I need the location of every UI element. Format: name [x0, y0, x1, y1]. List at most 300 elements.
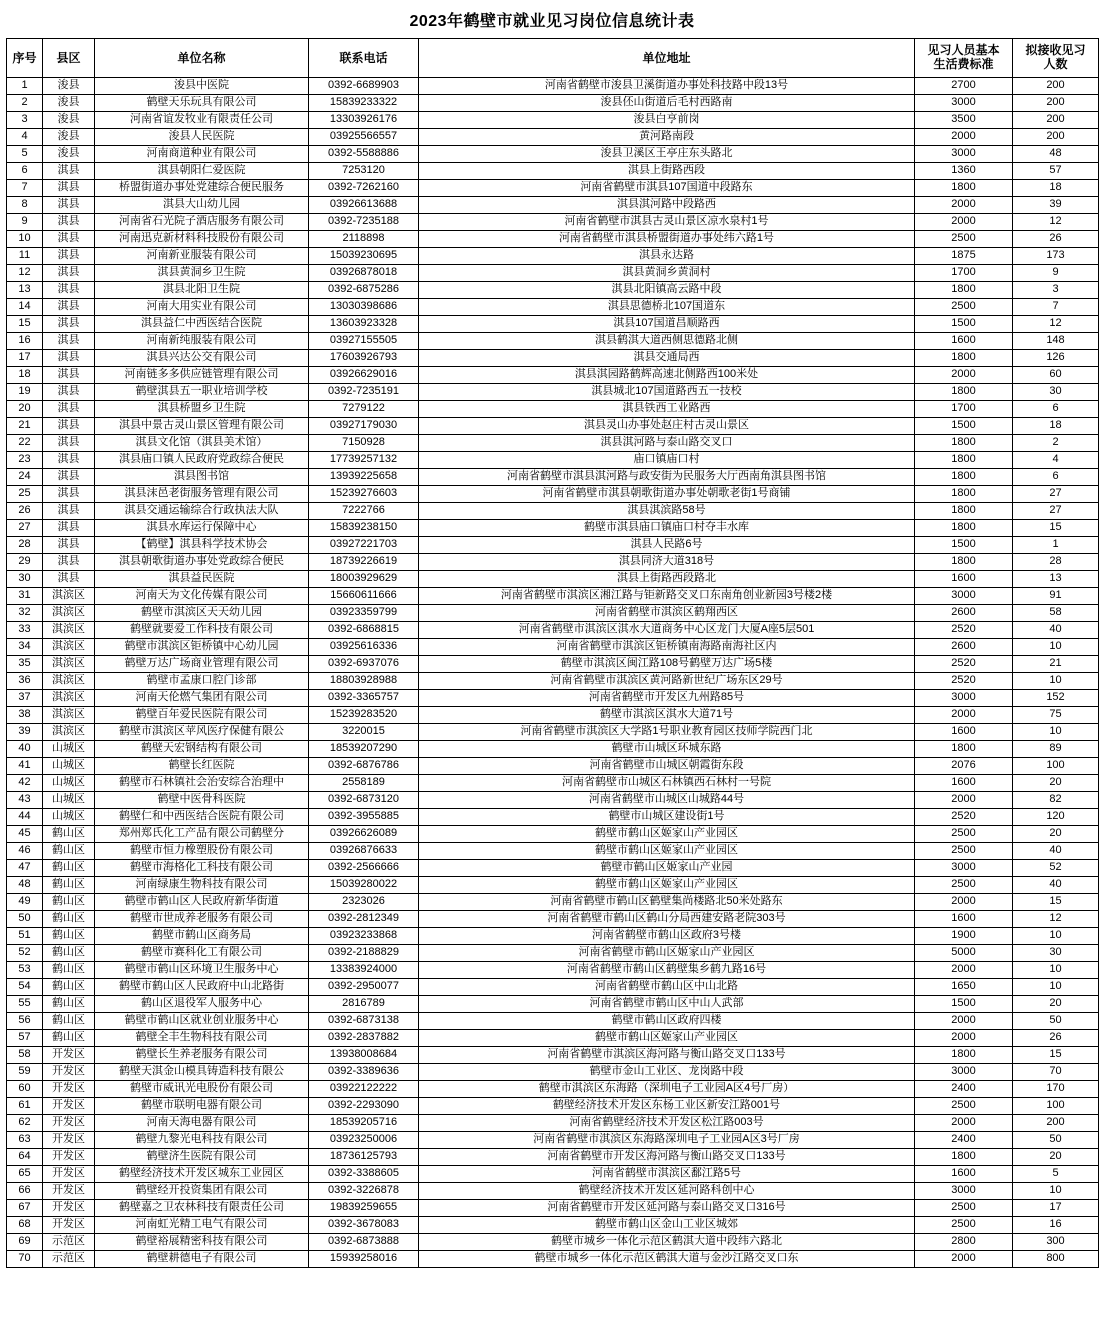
- cell-phone: 7150928: [309, 435, 419, 452]
- cell-index: 57: [7, 1030, 43, 1047]
- cell-index: 40: [7, 741, 43, 758]
- cell-count: 30: [1013, 384, 1099, 401]
- cell-allowance: 1800: [915, 1149, 1013, 1166]
- cell-phone: 0392-7262160: [309, 180, 419, 197]
- table-row: [7, 231, 1099, 248]
- cell-phone: 0392-3678083: [309, 1217, 419, 1234]
- cell-index: 70: [7, 1251, 43, 1268]
- column-header-count: [1013, 39, 1099, 78]
- cell-phone: 0392-6876786: [309, 758, 419, 775]
- cell-index: 28: [7, 537, 43, 554]
- cell-count: 10: [1013, 979, 1099, 996]
- cell-address: 河南省鹤壁市鹤山区中山北路: [419, 979, 915, 996]
- cell-count: 200: [1013, 78, 1099, 95]
- cell-district: 淇县: [43, 537, 95, 554]
- cell-allowance: 1600: [915, 724, 1013, 741]
- cell-count: 10: [1013, 724, 1099, 741]
- cell-index: 21: [7, 418, 43, 435]
- cell-unit-name: 鹤壁长生养老服务有限公司: [95, 1047, 309, 1064]
- cell-allowance: 1600: [915, 911, 1013, 928]
- allowance-header-line2: 生活费标准: [933, 57, 994, 71]
- cell-allowance: 1500: [915, 537, 1013, 554]
- cell-count: 52: [1013, 860, 1099, 877]
- cell-allowance: 2500: [915, 1200, 1013, 1217]
- cell-allowance: 2000: [915, 707, 1013, 724]
- cell-count: 50: [1013, 1132, 1099, 1149]
- cell-unit-name: 鹤壁耕德电子有限公司: [95, 1251, 309, 1268]
- cell-index: 18: [7, 367, 43, 384]
- cell-unit-name: 鹤壁市鹤山区环境卫生服务中心: [95, 962, 309, 979]
- cell-district: 淇滨区: [43, 707, 95, 724]
- cell-address: 河南省鹤壁市淇县朝歌街道办事处朝歌老街1号商铺: [419, 486, 915, 503]
- allowance-header-line1: 见习人员基本: [927, 43, 1000, 58]
- cell-index: 50: [7, 911, 43, 928]
- table-row: [7, 401, 1099, 418]
- cell-address: 鹤壁市城乡一体化示范区鹤淇大道与金沙江路交叉口东: [419, 1251, 915, 1268]
- cell-district: 淇县: [43, 163, 95, 180]
- table-row: [7, 945, 1099, 962]
- table-row: [7, 248, 1099, 265]
- table-row: [7, 1166, 1099, 1183]
- cell-unit-name: 鹤壁市海格化工科技有限公司: [95, 860, 309, 877]
- cell-unit-name: 鹤壁市鹤山区商务局: [95, 928, 309, 945]
- cell-index: 15: [7, 316, 43, 333]
- cell-index: 66: [7, 1183, 43, 1200]
- table-row: [7, 741, 1099, 758]
- cell-phone: 15239283520: [309, 707, 419, 724]
- cell-index: 34: [7, 639, 43, 656]
- cell-count: 120: [1013, 809, 1099, 826]
- cell-allowance: 1360: [915, 163, 1013, 180]
- cell-district: 开发区: [43, 1166, 95, 1183]
- cell-unit-name: 河南大用实业有限公司: [95, 299, 309, 316]
- cell-phone: 03926878018: [309, 265, 419, 282]
- cell-allowance: 1800: [915, 384, 1013, 401]
- table-row: [7, 775, 1099, 792]
- cell-index: 16: [7, 333, 43, 350]
- table-row: [7, 469, 1099, 486]
- cell-address: 淇县107国道昌顺路西: [419, 316, 915, 333]
- cell-count: 18: [1013, 418, 1099, 435]
- cell-count: 200: [1013, 1115, 1099, 1132]
- cell-address: 河南省鹤壁市鹤山区姬家山产业园区: [419, 945, 915, 962]
- cell-district: 淇县: [43, 554, 95, 571]
- cell-allowance: 1800: [915, 520, 1013, 537]
- cell-index: 59: [7, 1064, 43, 1081]
- table-row: [7, 554, 1099, 571]
- cell-district: 浚县: [43, 129, 95, 146]
- cell-unit-name: 淇县北阳卫生院: [95, 282, 309, 299]
- table-row: [7, 656, 1099, 673]
- cell-address: 河南省鹤壁市开发区海河路与衡山路交叉口133号: [419, 1149, 915, 1166]
- table-row: [7, 1064, 1099, 1081]
- cell-allowance: 1650: [915, 979, 1013, 996]
- cell-index: 49: [7, 894, 43, 911]
- cell-unit-name: 鹤壁市鹤山区人民政府新华街道: [95, 894, 309, 911]
- table-row: [7, 928, 1099, 945]
- cell-allowance: 1800: [915, 452, 1013, 469]
- cell-allowance: 2000: [915, 1013, 1013, 1030]
- table-row: [7, 265, 1099, 282]
- cell-count: 100: [1013, 1098, 1099, 1115]
- cell-district: 淇县: [43, 367, 95, 384]
- cell-count: 6: [1013, 469, 1099, 486]
- cell-index: 60: [7, 1081, 43, 1098]
- cell-unit-name: 河南绿康生物科技有限公司: [95, 877, 309, 894]
- cell-index: 58: [7, 1047, 43, 1064]
- cell-unit-name: 淇县朝歌街道办事处党政综合便民: [95, 554, 309, 571]
- cell-district: 开发区: [43, 1217, 95, 1234]
- cell-allowance: 2400: [915, 1081, 1013, 1098]
- cell-phone: 15660611666: [309, 588, 419, 605]
- cell-unit-name: 河南省谊发牧业有限责任公司: [95, 112, 309, 129]
- cell-unit-name: 鹤壁市淇滨区天天幼儿园: [95, 605, 309, 622]
- table-row: [7, 163, 1099, 180]
- table-body: [7, 78, 1099, 1268]
- cell-unit-name: 淇县庙口镇人民政府党政综合便民: [95, 452, 309, 469]
- cell-index: 3: [7, 112, 43, 129]
- cell-district: 鹤山区: [43, 945, 95, 962]
- cell-unit-name: 鹤壁市鹤山区人民政府中山北路街: [95, 979, 309, 996]
- cell-allowance: 2000: [915, 792, 1013, 809]
- cell-phone: 13938008684: [309, 1047, 419, 1064]
- cell-address: 淇县淇园路鹤辉高速北侧路西100米处: [419, 367, 915, 384]
- cell-address: 河南省鹤壁市鹤山区政府3号楼: [419, 928, 915, 945]
- cell-index: 43: [7, 792, 43, 809]
- cell-address: 鹤壁市山城区建设街1号: [419, 809, 915, 826]
- cell-unit-name: 河南天为文化传媒有限公司: [95, 588, 309, 605]
- cell-unit-name: 浚县中医院: [95, 78, 309, 95]
- cell-unit-name: 淇县文化馆（淇县美术馆）: [95, 435, 309, 452]
- cell-address: 河南省鹤壁市鹤山区鹤壁集尚楼路北50米处路东: [419, 894, 915, 911]
- cell-count: 39: [1013, 197, 1099, 214]
- cell-phone: 0392-6937076: [309, 656, 419, 673]
- cell-index: 48: [7, 877, 43, 894]
- cell-district: 淇滨区: [43, 656, 95, 673]
- cell-unit-name: 鹤壁裕展精密科技有限公司: [95, 1234, 309, 1251]
- cell-unit-name: 鹤壁天淇金山模具铸造科技有限公: [95, 1064, 309, 1081]
- cell-phone: 7279122: [309, 401, 419, 418]
- table-row: [7, 214, 1099, 231]
- cell-allowance: 2700: [915, 78, 1013, 95]
- cell-address: 淇县淇滨路58号: [419, 503, 915, 520]
- cell-unit-name: 鹤山区退役军人服务中心: [95, 996, 309, 1013]
- cell-allowance: 1800: [915, 350, 1013, 367]
- cell-allowance: 2400: [915, 1132, 1013, 1149]
- cell-phone: 03922122222: [309, 1081, 419, 1098]
- cell-address: 河南省鹤壁市淇滨区大学路1号职业教育园区技师学院西门北: [419, 724, 915, 741]
- cell-phone: 3220015: [309, 724, 419, 741]
- cell-allowance: 3000: [915, 146, 1013, 163]
- cell-allowance: 1800: [915, 282, 1013, 299]
- table-row: [7, 605, 1099, 622]
- cell-address: 淇县上街路西段: [419, 163, 915, 180]
- cell-unit-name: 河南迅克新材料科技股份有限公司: [95, 231, 309, 248]
- cell-district: 淇县: [43, 503, 95, 520]
- cell-phone: 0392-5588886: [309, 146, 419, 163]
- cell-unit-name: 河南商道种业有限公司: [95, 146, 309, 163]
- cell-unit-name: 淇县图书馆: [95, 469, 309, 486]
- cell-count: 200: [1013, 129, 1099, 146]
- cell-unit-name: 鹤壁嘉之卫农林科技有限责任公司: [95, 1200, 309, 1217]
- table-row: [7, 622, 1099, 639]
- table-row: [7, 282, 1099, 299]
- cell-address: 河南省鹤壁市淇滨区海河路与衡山路交叉口133号: [419, 1047, 915, 1064]
- cell-address: 淇县鹤淇大道西侧思德路北侧: [419, 333, 915, 350]
- cell-district: 淇县: [43, 401, 95, 418]
- cell-index: 55: [7, 996, 43, 1013]
- cell-allowance: 2500: [915, 843, 1013, 860]
- cell-district: 开发区: [43, 1098, 95, 1115]
- cell-count: 126: [1013, 350, 1099, 367]
- cell-address: 鹤壁市山城区环城东路: [419, 741, 915, 758]
- cell-index: 36: [7, 673, 43, 690]
- cell-district: 山城区: [43, 809, 95, 826]
- cell-district: 开发区: [43, 1064, 95, 1081]
- cell-address: 河南省鹤壁市开发区延河路与泰山路交叉口316号: [419, 1200, 915, 1217]
- cell-district: 开发区: [43, 1183, 95, 1200]
- cell-unit-name: 鹤壁就要爱工作科技有限公司: [95, 622, 309, 639]
- cell-phone: 0392-3955885: [309, 809, 419, 826]
- cell-allowance: 3000: [915, 95, 1013, 112]
- cell-district: 浚县: [43, 78, 95, 95]
- cell-count: 10: [1013, 928, 1099, 945]
- cell-phone: 2816789: [309, 996, 419, 1013]
- cell-phone: 03927179030: [309, 418, 419, 435]
- cell-address: 鹤壁市淇滨区闽江路108号鹤壁万达广场5楼: [419, 656, 915, 673]
- cell-district: 鹤山区: [43, 979, 95, 996]
- cell-phone: 0392-2812349: [309, 911, 419, 928]
- cell-phone: 0392-7235188: [309, 214, 419, 231]
- column-header-allowance: [915, 39, 1013, 78]
- cell-unit-name: 淇县水库运行保障中心: [95, 520, 309, 537]
- table-row: [7, 486, 1099, 503]
- cell-index: 41: [7, 758, 43, 775]
- cell-index: 14: [7, 299, 43, 316]
- cell-unit-name: 鹤壁九黎光电科技有限公司: [95, 1132, 309, 1149]
- cell-index: 62: [7, 1115, 43, 1132]
- cell-allowance: 1500: [915, 316, 1013, 333]
- cell-count: 30: [1013, 945, 1099, 962]
- cell-address: 河南省鹤壁市淇滨区钜桥镇南海路南海社区内: [419, 639, 915, 656]
- cell-phone: 18803928988: [309, 673, 419, 690]
- table-row: [7, 843, 1099, 860]
- cell-index: 44: [7, 809, 43, 826]
- cell-allowance: 3000: [915, 588, 1013, 605]
- cell-index: 33: [7, 622, 43, 639]
- cell-count: 20: [1013, 826, 1099, 843]
- table-row: [7, 316, 1099, 333]
- cell-allowance: 2500: [915, 299, 1013, 316]
- cell-district: 鹤山区: [43, 843, 95, 860]
- cell-address: 淇县交通局西: [419, 350, 915, 367]
- cell-address: 河南省鹤壁市淇县淇河路与政安街为民服务大厅西南角淇县图书馆: [419, 469, 915, 486]
- table-row: [7, 826, 1099, 843]
- cell-phone: 18739226619: [309, 554, 419, 571]
- table-row: [7, 792, 1099, 809]
- cell-allowance: 5000: [915, 945, 1013, 962]
- cell-phone: 18003929629: [309, 571, 419, 588]
- cell-phone: 0392-2566666: [309, 860, 419, 877]
- cell-allowance: 2600: [915, 605, 1013, 622]
- cell-district: 淇滨区: [43, 724, 95, 741]
- cell-allowance: 2600: [915, 639, 1013, 656]
- table-header: [7, 39, 1099, 78]
- internship-positions-table: [6, 38, 1099, 1268]
- cell-phone: 2558189: [309, 775, 419, 792]
- cell-address: 河南省鹤壁市淇滨区淇水大道商务中心区龙门大厦A座5层501: [419, 622, 915, 639]
- cell-allowance: 1600: [915, 571, 1013, 588]
- cell-count: 800: [1013, 1251, 1099, 1268]
- cell-allowance: 2520: [915, 622, 1013, 639]
- cell-unit-name: 鹤壁市孟康口腔门诊部: [95, 673, 309, 690]
- table-row: [7, 996, 1099, 1013]
- cell-district: 淇县: [43, 316, 95, 333]
- cell-unit-name: 鹤壁经济技术开发区城东工业园区: [95, 1166, 309, 1183]
- cell-count: 15: [1013, 894, 1099, 911]
- cell-count: 15: [1013, 520, 1099, 537]
- cell-count: 27: [1013, 503, 1099, 520]
- table-row: [7, 690, 1099, 707]
- cell-phone: 18539207290: [309, 741, 419, 758]
- cell-unit-name: 鹤壁百年爱民医院有限公司: [95, 707, 309, 724]
- page-title: 2023年鹤壁市就业见习岗位信息统计表: [409, 13, 695, 30]
- cell-address: 淇县城北107国道路西五一技校: [419, 384, 915, 401]
- cell-allowance: 1700: [915, 401, 1013, 418]
- cell-index: 1: [7, 78, 43, 95]
- cell-allowance: 2000: [915, 129, 1013, 146]
- cell-index: 65: [7, 1166, 43, 1183]
- cell-allowance: 3000: [915, 860, 1013, 877]
- cell-count: 10: [1013, 639, 1099, 656]
- cell-index: 11: [7, 248, 43, 265]
- cell-allowance: 2000: [915, 1030, 1013, 1047]
- table-row: [7, 571, 1099, 588]
- cell-address: 河南省鹤壁市开发区九州路85号: [419, 690, 915, 707]
- cell-district: 鹤山区: [43, 911, 95, 928]
- table-row: [7, 367, 1099, 384]
- cell-phone: 0392-2293090: [309, 1098, 419, 1115]
- cell-count: 48: [1013, 146, 1099, 163]
- cell-allowance: 1800: [915, 503, 1013, 520]
- cell-phone: 0392-3389636: [309, 1064, 419, 1081]
- cell-district: 鹤山区: [43, 1030, 95, 1047]
- table-row: [7, 639, 1099, 656]
- cell-count: 2: [1013, 435, 1099, 452]
- cell-allowance: 1800: [915, 1047, 1013, 1064]
- cell-address: 鹤壁经济技术开发区东杨工业区新安江路001号: [419, 1098, 915, 1115]
- table-row: [7, 1030, 1099, 1047]
- cell-index: 37: [7, 690, 43, 707]
- cell-count: 173: [1013, 248, 1099, 265]
- cell-phone: 17603926793: [309, 350, 419, 367]
- cell-unit-name: 鹤壁天宏钢结构有限公司: [95, 741, 309, 758]
- cell-unit-name: 河南虹光精工电气有限公司: [95, 1217, 309, 1234]
- cell-address: 淇县灵山办事处赵庄村古灵山景区: [419, 418, 915, 435]
- table-row: [7, 384, 1099, 401]
- cell-count: 20: [1013, 996, 1099, 1013]
- column-header-address: 单位地址: [419, 39, 915, 78]
- cell-phone: 15839233322: [309, 95, 419, 112]
- cell-index: 68: [7, 1217, 43, 1234]
- table-row: [7, 860, 1099, 877]
- cell-index: 5: [7, 146, 43, 163]
- cell-allowance: 2000: [915, 962, 1013, 979]
- cell-address: 河南省鹤壁市山城区朝霞街东段: [419, 758, 915, 775]
- cell-address: 河南省鹤壁市山城区石林镇西石林村一号院: [419, 775, 915, 792]
- cell-unit-name: 鹤壁市鹤山区就业创业服务中心: [95, 1013, 309, 1030]
- cell-phone: 0392-6873888: [309, 1234, 419, 1251]
- cell-unit-name: 鹤壁市淇滨区苹风医疗保健有限公: [95, 724, 309, 741]
- cell-phone: 7253120: [309, 163, 419, 180]
- cell-district: 淇县: [43, 469, 95, 486]
- cell-count: 3: [1013, 282, 1099, 299]
- cell-index: 27: [7, 520, 43, 537]
- cell-allowance: 2500: [915, 1217, 1013, 1234]
- table-row: [7, 1132, 1099, 1149]
- table-row: [7, 979, 1099, 996]
- cell-allowance: 1800: [915, 180, 1013, 197]
- cell-address: 鹤壁市鹤山区姬家山产业园区: [419, 877, 915, 894]
- cell-phone: 0392-2188829: [309, 945, 419, 962]
- cell-district: 山城区: [43, 792, 95, 809]
- cell-unit-name: 淇县黄洞乡卫生院: [95, 265, 309, 282]
- cell-unit-name: 鹤壁市联明电器有限公司: [95, 1098, 309, 1115]
- cell-phone: 13939225658: [309, 469, 419, 486]
- cell-count: 9: [1013, 265, 1099, 282]
- cell-district: 淇县: [43, 520, 95, 537]
- cell-index: 29: [7, 554, 43, 571]
- cell-allowance: 3000: [915, 690, 1013, 707]
- cell-count: 148: [1013, 333, 1099, 350]
- cell-unit-name: 淇县中景古灵山景区管理有限公司: [95, 418, 309, 435]
- cell-unit-name: 河南链多多供应链管理有限公司: [95, 367, 309, 384]
- cell-district: 淇县: [43, 452, 95, 469]
- cell-district: 鹤山区: [43, 877, 95, 894]
- cell-district: 淇县: [43, 282, 95, 299]
- cell-allowance: 2000: [915, 197, 1013, 214]
- cell-phone: 03925616336: [309, 639, 419, 656]
- cell-allowance: 2000: [915, 894, 1013, 911]
- cell-address: 淇县上街路西段路北: [419, 571, 915, 588]
- cell-allowance: 1800: [915, 486, 1013, 503]
- table-row: [7, 350, 1099, 367]
- cell-address: 河南省鹤壁市淇滨区鄱江路5号: [419, 1166, 915, 1183]
- cell-count: 100: [1013, 758, 1099, 775]
- cell-phone: 03927155505: [309, 333, 419, 350]
- cell-district: 淇滨区: [43, 690, 95, 707]
- cell-phone: 03927221703: [309, 537, 419, 554]
- cell-phone: 0392-6873138: [309, 1013, 419, 1030]
- cell-district: 淇县: [43, 231, 95, 248]
- cell-index: 20: [7, 401, 43, 418]
- table-row: [7, 1013, 1099, 1030]
- cell-unit-name: 淇县益民医院: [95, 571, 309, 588]
- cell-district: 开发区: [43, 1149, 95, 1166]
- cell-allowance: 2520: [915, 673, 1013, 690]
- table-row: [7, 911, 1099, 928]
- cell-index: 24: [7, 469, 43, 486]
- cell-count: 13: [1013, 571, 1099, 588]
- cell-index: 19: [7, 384, 43, 401]
- cell-address: 淇县人民路6号: [419, 537, 915, 554]
- cell-address: 浚县伾山街道后毛村西路南: [419, 95, 915, 112]
- cell-count: 12: [1013, 316, 1099, 333]
- cell-count: 4: [1013, 452, 1099, 469]
- cell-district: 示范区: [43, 1234, 95, 1251]
- cell-address: 淇县永达路: [419, 248, 915, 265]
- cell-address: 淇县思德桥北107国道东: [419, 299, 915, 316]
